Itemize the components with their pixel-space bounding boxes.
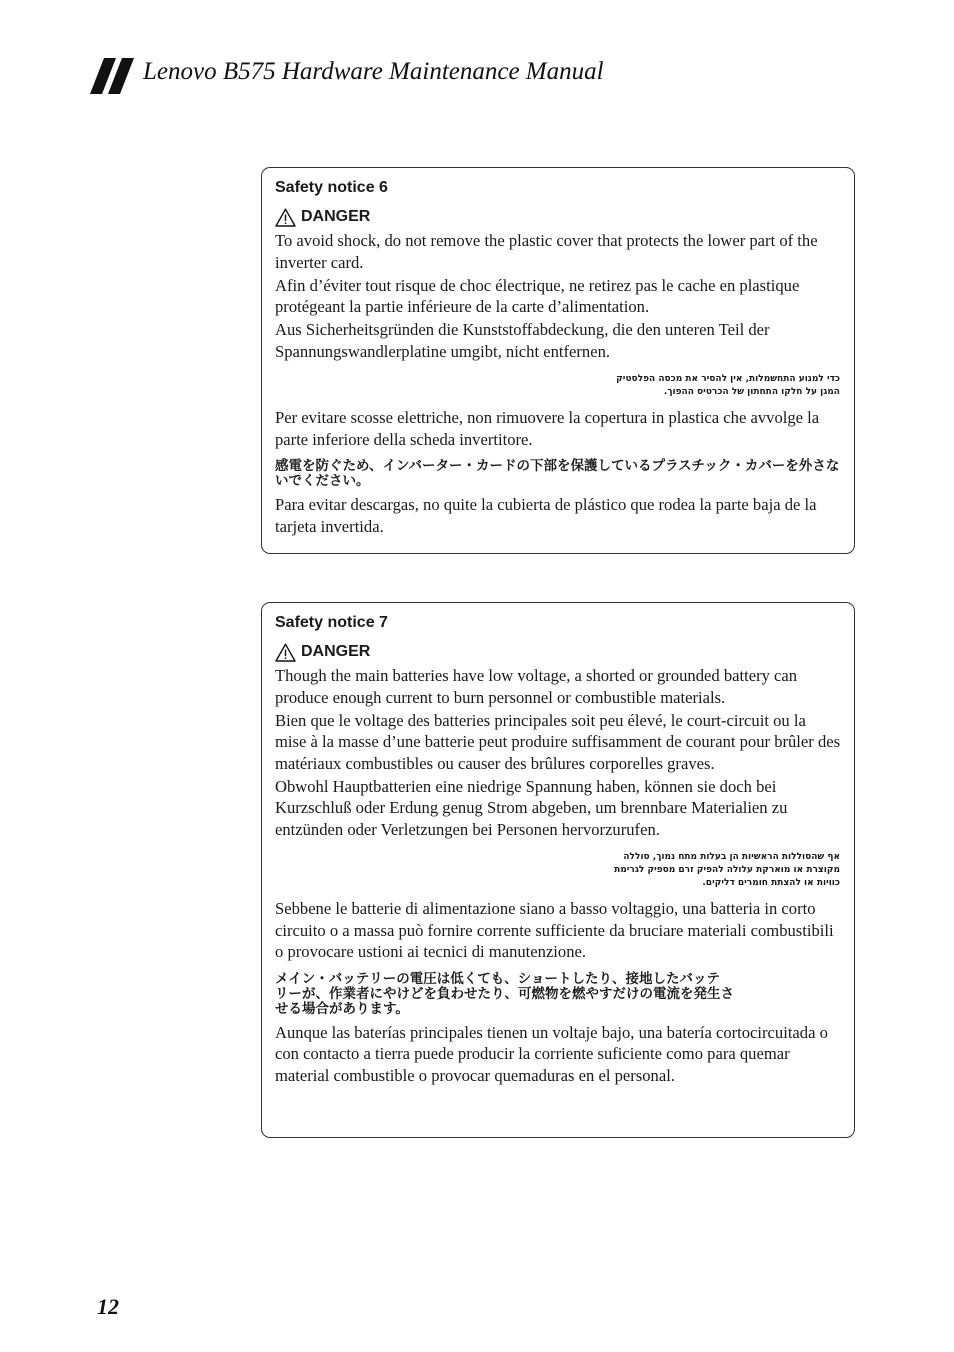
danger-label: DANGER [301,643,371,660]
notice-text-es: Aunque las baterías principales tienen un voltaje bajo, una batería cortocircuitada o con contacto a tierra puede producir la corriente suficiente como para quemar material combustible o provocar quemaduras en el personal. [275,1022,828,1085]
notice-text-it: Sebbene le batterie di alimentazione siano a basso voltaggio, una batteria in corto circuito o a massa può fornire corrente sufficiente da bruciare materiali combustibili o provocare ustioni ai tecnici di manutenzione. [275,899,834,961]
notice-text-he [275,373,840,399]
notice-text-he-line: כדי למנוע התחשמלות, אין להסיר את מכסה הפלסטיק [616,374,840,384]
notice-text-fr: Afin d’éviter tout risque de choc électrique, ne retirez pas le cache en plastique protégeant la partie inférieure de la carte d’alimentation. [275,275,800,316]
notice-text-es: Para evitar descargas, no quite la cubierta de plástico que rodea la parte baja de la tarjeta invertida. [275,495,817,536]
danger-label: DANGER [301,208,371,225]
notice-text-ja-line: メイン・バッテリーの電圧は低くても、ショートしたり、接地したバッテ [275,970,720,987]
manual-title: Lenovo B575 Hardware Maintenance Manual [143,58,604,85]
notice-text-he [275,851,840,890]
notice-text-he-line: מקוצרת או מוארקת עלולה להפיק זרם מספיק לגרימת [614,865,840,875]
notice-text-ja-line: せる場合があります。 [275,1000,409,1017]
notice-text-it: Per evitare scosse elettriche, non rimuovere la copertura in plastica che avvolge la parte inferiore della scheda invertitore. [275,408,820,449]
notice-text-ja-line: リーが、作業者にやけどを負わせたり、可燃物を燃やすだけの電流を発生さ [275,985,734,1002]
warning-triangle-icon [275,208,296,227]
danger-heading [275,207,841,227]
danger-heading [275,642,841,662]
notice-text-ja: 感電を防ぐため、インバーター・カードの下部を保護しているプラスチック・カバーを外さないでください。 [275,458,840,489]
page-number: 12 [97,1294,119,1319]
notice-text-de: Obwohl Hauptbatterien eine niedrige Spannung haben, können sie doch bei Kurzschluß oder Erdung genug Strom abgeben, um brennbare Materialien zu entzünden oder Verletzungen bei Personen hervorzurufen. [275,776,788,839]
notice-title: Safety notice 6 [275,179,388,196]
notice-text-he-line: אף שהסוללות הראשיות הן בעלות מתח נמוך, סוללה [623,852,840,862]
notice-text-fr: Bien que le voltage des batteries principales soit peu élevé, le court-circuit ou la mise à la masse d’une batterie peut produire suffisamment de courant pour brûler des matériaux combustibles ou causer des brûlures corporelles graves. [275,710,841,773]
notice-text-he-line: המגן על חלקו התחתון של הכרטיס ההפוך. [663,387,840,397]
notice-text-en: Though the main batteries have low voltage, a shorted or grounded battery can produce enough current to burn personnel or combustible materials. [275,666,798,707]
notice-title: Safety notice 7 [275,614,388,631]
safety-notice-7 [261,602,855,1138]
notice-text-de: Aus Sicherheitsgründen die Kunststoffabdeckung, die den unteren Teil der Spannungswandlerplatine umgibt, nicht entfernen. [275,320,770,361]
notice-text-en: To avoid shock, do not remove the plastic cover that protects the lower part of the inverter card. [275,231,818,272]
safety-notice-6 [261,167,855,554]
notice-text-he-line: כוויות או להצתת חומרים דליקים. [702,878,840,888]
notice-text-ja [275,972,841,1017]
warning-triangle-icon [275,643,296,662]
header-slash-mark [90,58,136,94]
